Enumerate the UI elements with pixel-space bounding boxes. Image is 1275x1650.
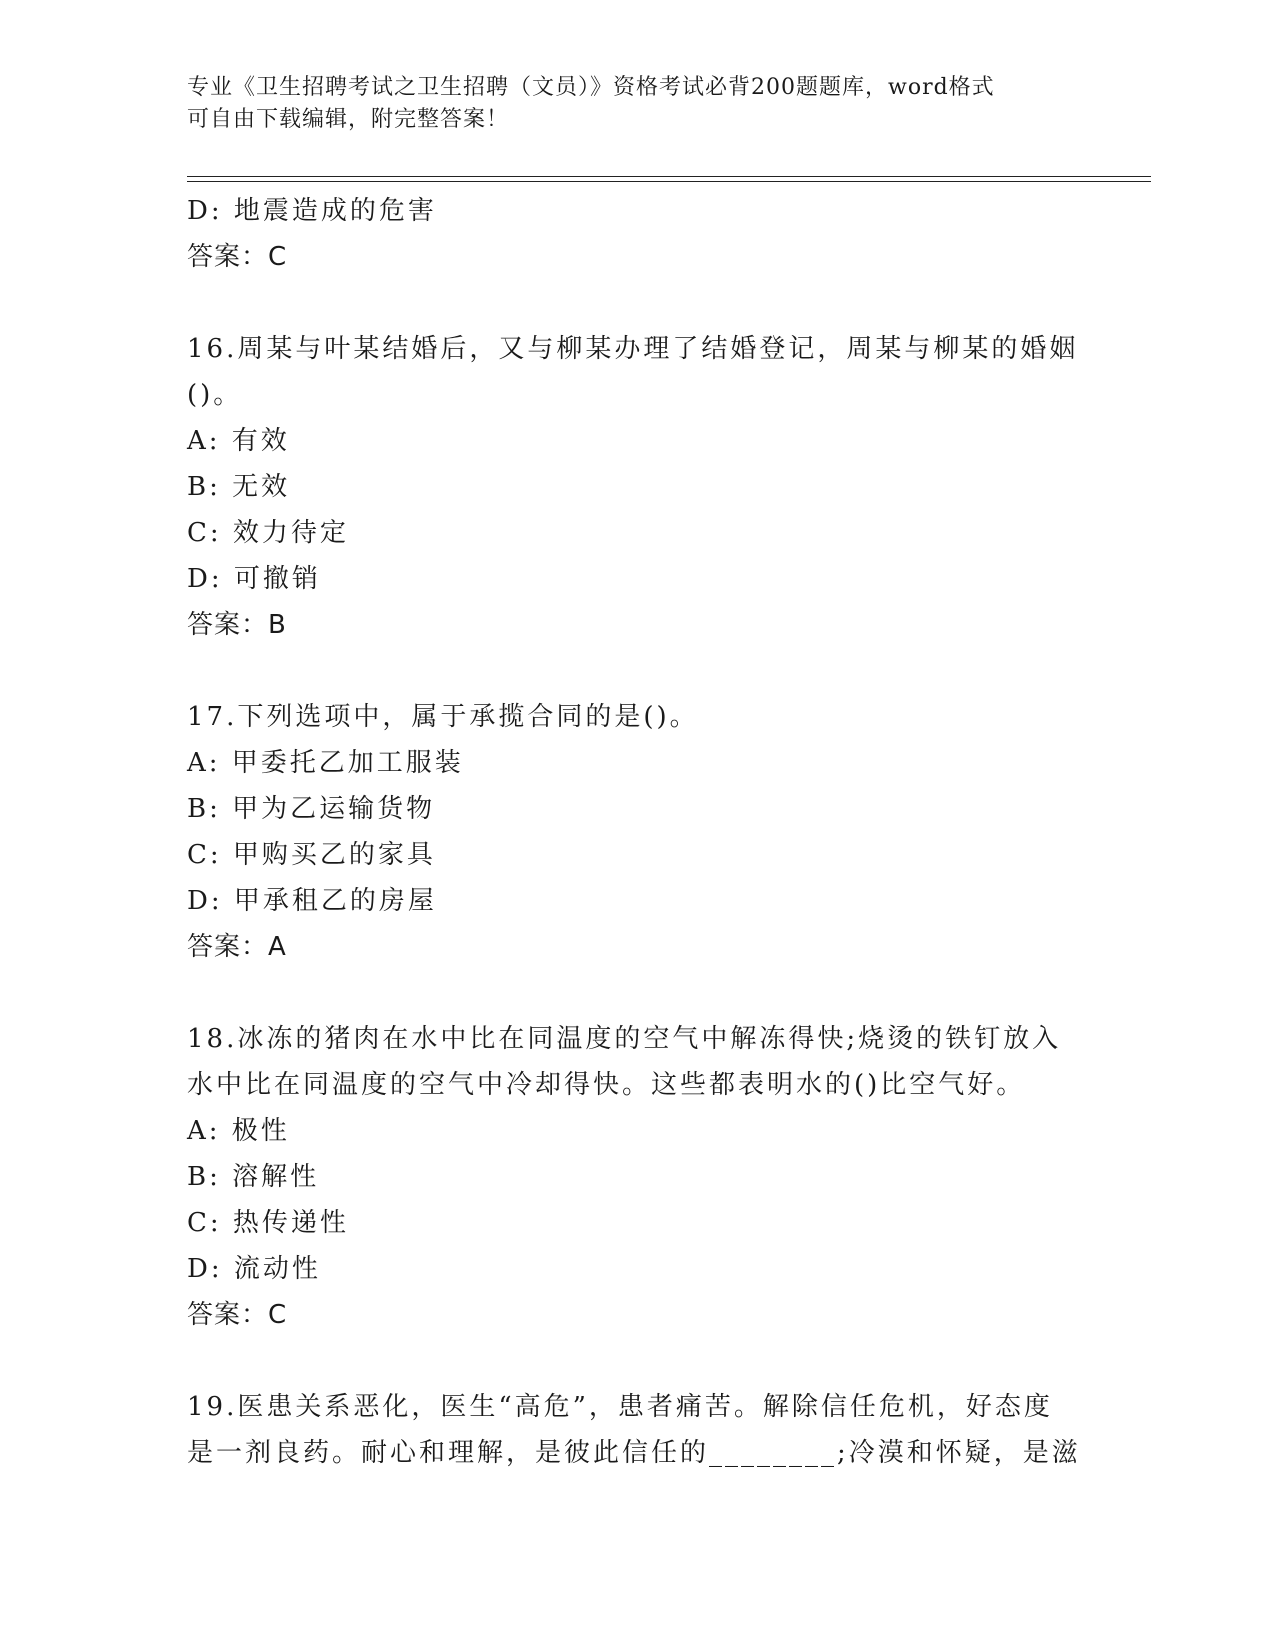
question-17-option-a: A: 甲委托乙加工服装 (187, 748, 464, 778)
question-18-option-a: A: 极性 (187, 1116, 290, 1146)
question-17-option-d: D: 甲承租乙的房屋 (187, 886, 437, 916)
question-16-stem-line-1: 16.周某与叶某结婚后，又与柳某办理了结婚登记，周某与柳某的婚姻 (187, 334, 1079, 364)
question-19-stem-line-1: 19.医患关系恶化，医生“高危”，患者痛苦。解除信任危机，好态度 (187, 1392, 1053, 1422)
question-16-stem-line-2: ()。 (187, 380, 243, 410)
question-17-answer: 答案：A (187, 932, 287, 962)
question-16-option-a: A: 有效 (187, 426, 290, 456)
question-18-option-b: B: 溶解性 (187, 1162, 320, 1192)
question-18-answer: 答案：C (187, 1300, 288, 1330)
question-18-stem-line-2: 水中比在同温度的空气中冷却得快。这些都表明水的()比空气好。 (187, 1070, 1026, 1100)
header-divider-bottom (187, 181, 1151, 182)
prev-answer: 答案：C (187, 242, 288, 272)
spacer (187, 970, 1087, 1016)
prev-option-d: D: 地震造成的危害 (187, 196, 437, 226)
question-16-option-d: D: 可撤销 (187, 564, 321, 594)
spacer (187, 1338, 1087, 1384)
question-18-option-c: C: 热传递性 (187, 1208, 349, 1238)
question-18-stem-line-1: 18.冰冻的猪肉在水中比在同温度的空气中解冻得快;烧烫的铁钉放入 (187, 1024, 1062, 1054)
question-17-stem-line-1: 17.下列选项中，属于承揽合同的是()。 (187, 702, 699, 732)
question-17-option-b: B: 甲为乙运输货物 (187, 794, 436, 824)
question-17-option-c: C: 甲购买乙的家具 (187, 840, 436, 870)
question-16-option-b: B: 无效 (187, 472, 291, 502)
question-18-option-d: D: 流动性 (187, 1254, 321, 1284)
header-title-line-1: 专业《卫生招聘考试之卫生招聘（文员）》资格考试必背200题题库，word格式 (187, 75, 995, 100)
spacer (187, 648, 1087, 694)
page-header (187, 72, 1087, 136)
question-16-option-c: C: 效力待定 (187, 518, 349, 548)
header-divider-top (187, 176, 1151, 177)
spacer (187, 280, 1087, 326)
question-19-stem-line-2: 是一剂良药。耐心和理解，是彼此信任的________;冷漠和怀疑，是滋 (187, 1438, 1081, 1468)
header-title-line-2: 可自由下载编辑，附完整答案！ (187, 107, 510, 132)
question-16-answer: 答案：B (187, 610, 287, 640)
question-list (187, 188, 1087, 1476)
